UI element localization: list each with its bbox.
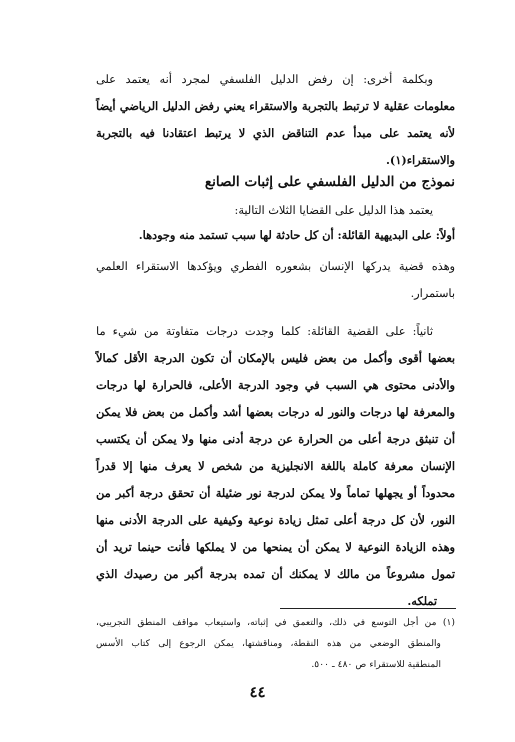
text-line: يعتمد هذا الدليل على القضايا الثلاث التالية: (234, 204, 433, 217)
footnote-line: (١) من أجل التوسع في ذلك، والتعمق في إثباته، واستيعاب مواقف المنطق التجريبي، (96, 617, 455, 628)
footnote-line: المنطقية للاستقراء ص ٤٨٠ ـ ٥٠٠. (311, 659, 441, 670)
text-line: ثانياً: على القضية القائلة: كلما وجدت درجات متفاوتة من شيء ما (96, 325, 433, 338)
paragraph-philosophical-proof (96, 66, 455, 174)
text-line: تملكه. (407, 594, 437, 608)
footnote-divider (280, 608, 456, 609)
text-line: أن تنبثق درجة أعلى من الحرارة عن درجة أدنى منها ولا يمكن أن يكتسب (96, 432, 455, 446)
text-line: باستمرار. (410, 287, 455, 300)
text-line: والأدنى محتوى هي السبب في وجود الدرجة الأعلى، فالحرارة لها درجات (96, 378, 455, 392)
section-heading-block (96, 170, 455, 194)
text-line: وبكلمة أخرى: إن رفض الدليل الفلسفي لمجرد أنه يعتمد على (96, 73, 433, 86)
paragraph-premises-intro (96, 199, 455, 247)
text-line: والمعرفة لها درجات والنور له درجات بعضها أشد وأكمل من بعض فلا يمكن (96, 405, 455, 419)
paragraph-second-premise (96, 318, 455, 615)
text-line: وهذه قضية يدركها الإنسان بشعوره الفطري ويؤكدها الاستقراء العلمي (96, 260, 455, 273)
footnote (96, 612, 455, 675)
footnote-line: والمنطق الوضعي من هذه النقطة، ومناقشتها، يمكن الرجوع إلى كتاب الأسس (96, 638, 441, 649)
text-line: تمول مشروعاً من مالك لا يمكنك أن تمده بدرجة أكبر من رصيدك الذي (96, 567, 455, 581)
text-line: محدوداً أو يجهلها تماماً ولا يمكن لدرجة نور ضئيلة أن تحقق درجة أكبر من (96, 486, 455, 500)
paragraph-intuition (96, 253, 455, 307)
text-line: معلومات عقلية لا ترتبط بالتجربة والاستقراء يعني رفض الدليل الرياضي أيضاً (96, 99, 455, 113)
text-line: الإنسان معرفة كاملة باللغة الانجليزية من شخص لا يعرف منها إلا قدراً (96, 459, 455, 473)
text-line: والاستقراء(١). (385, 153, 455, 167)
section-heading: نموذج من الدليل الفلسفي على إثبات الصانع (204, 174, 455, 190)
text-line: النور، لأن كل درجة أعلى تمثل زيادة نوعية وكيفية على الدرجة الأدنى منها (96, 513, 455, 527)
text-line: بعضها أقوى وأكمل من بعض فليس بالإمكان أن تكون الدرجة الأقل كمالاً (96, 351, 455, 365)
first-premise: أولاً: على البديهية القائلة: أن كل حادثة لها سبب تستمد منه وجودها. (138, 228, 455, 242)
page-number: ٤٤ (249, 683, 266, 701)
text-line: لأنه يعتمد على مبدأ عدم التناقض الذي لا يرتبط اعتقادنا فيه بالتجربة (96, 126, 455, 140)
text-line: وهذه الزيادة النوعية لا يمكن أن يمنحها من لا يملكها فأنت حينما تريد أن (96, 540, 455, 554)
